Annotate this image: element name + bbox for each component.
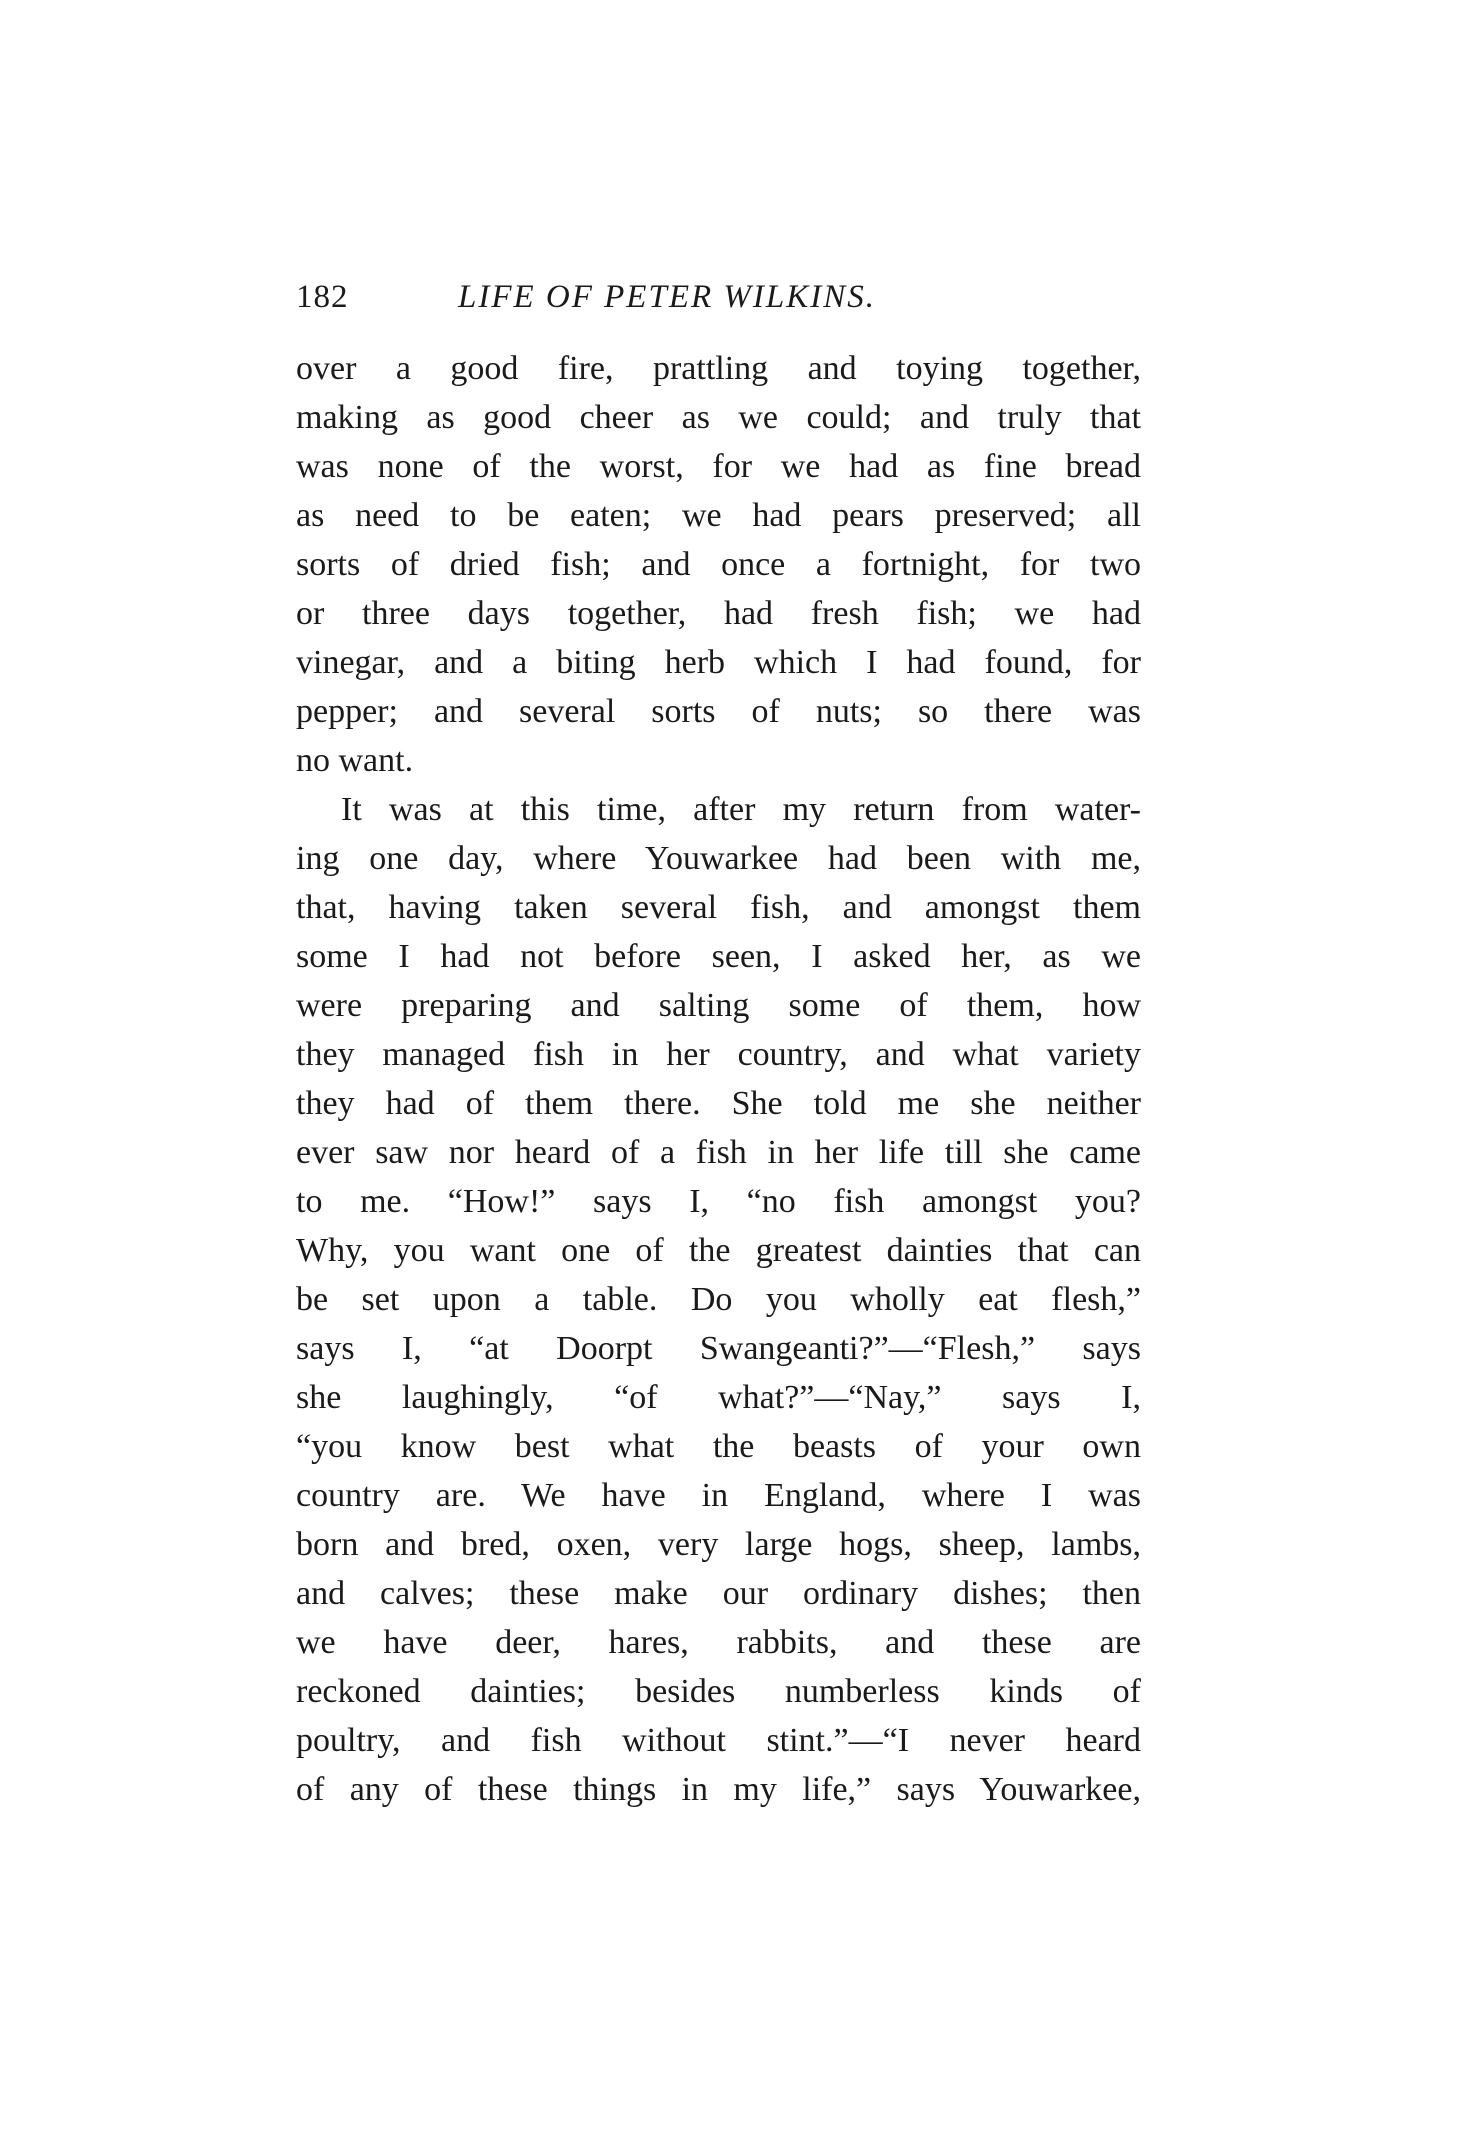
text-line: as need to be eaten; we had pears preserved; all [296,497,1141,534]
text-line: were preparing and salting some of them, how [296,987,1141,1024]
paragraph-start-line: It was at this time, after my return from water- [341,791,1141,828]
text-line: reckoned dainties; besides numberless kinds of [296,1673,1141,1710]
text-line: pepper; and several sorts of nuts; so there was [296,693,1141,730]
running-title: LIFE OF PETER WILKINS. [458,279,876,315]
running-head [296,272,1141,322]
text-line: born and bred, oxen, very large hogs, sheep, lambs, [296,1526,1141,1563]
text-line: they managed fish in her country, and what variety [296,1036,1141,1073]
text-line: Why, you want one of the greatest dainties that can [296,1232,1141,1269]
text-line: was none of the worst, for we had as fine bread [296,448,1141,485]
text-line: over a good fire, prattling and toying together, [296,350,1141,387]
text-line: ever saw nor heard of a fish in her life till she came [296,1134,1141,1171]
page-number: 182 [296,279,349,315]
paragraph-end-line: no want. [296,742,414,779]
text-line: vinegar, and a biting herb which I had found, for [296,644,1141,681]
text-line: be set upon a table. Do you wholly eat flesh,” [296,1281,1141,1318]
text-line: poultry, and fish without stint.”—“I never heard [296,1722,1141,1759]
text-line: we have deer, hares, rabbits, and these are [296,1624,1141,1661]
text-line: some I had not before seen, I asked her, as we [296,938,1141,975]
text-line: making as good cheer as we could; and truly that [296,399,1141,436]
text-line: says I, “at Doorpt Swangeanti?”—“Flesh,” says [296,1330,1141,1367]
text-line: sorts of dried fish; and once a fortnight, for two [296,546,1141,583]
text-line: ing one day, where Youwarkee had been with me, [296,840,1141,877]
body-text [296,344,1141,1814]
text-line: they had of them there. She told me she neither [296,1085,1141,1122]
text-line: and calves; these make our ordinary dishes; then [296,1575,1141,1612]
text-line: “you know best what the beasts of your own [296,1428,1141,1465]
text-line: of any of these things in my life,” says Youwarkee, [296,1771,1141,1808]
text-line: country are. We have in England, where I was [296,1477,1141,1514]
text-line: that, having taken several fish, and amongst them [296,889,1141,926]
text-line: she laughingly, “of what?”—“Nay,” says I, [296,1379,1141,1416]
text-line: or three days together, had fresh fish; we had [296,595,1141,632]
text-line: to me. “How!” says I, “no fish amongst you? [296,1183,1141,1220]
